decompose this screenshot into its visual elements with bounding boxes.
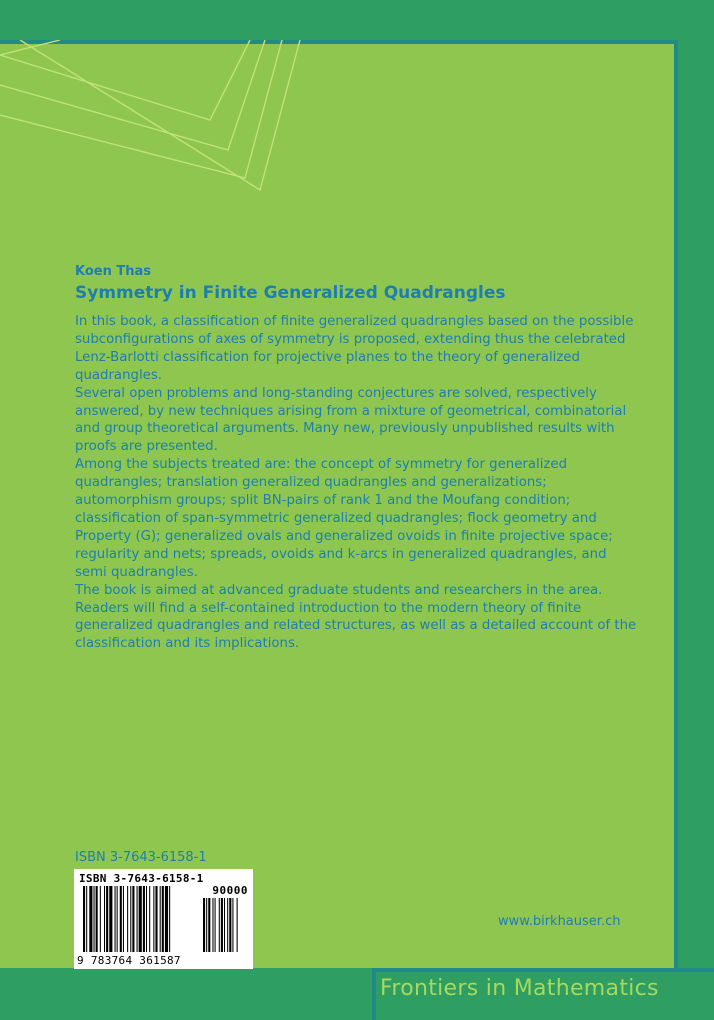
book-title: Symmetry in Finite Generalized Quadrangles bbox=[75, 283, 506, 303]
blurb-paragraph: Several open problems and long-standing conjectures are solved, respectively answered, by new techniques arising from a mixture of geometrical, combinatorial and group theoretical arguments. Many new, previously unpublished results with proofs are presented. bbox=[75, 385, 627, 455]
blurb-paragraph: In this book, a classification of finite generalized quadrangles based on the possible subconfigurations of axes of symmetry is proposed, extending thus the celebrated Lenz-Barlotti classification for projective planes to the theory of generalized quadrangles. bbox=[75, 314, 634, 383]
decorative-lines bbox=[0, 40, 320, 200]
author-name: Koen Thas bbox=[75, 264, 152, 279]
blurb-paragraph: The book is aimed at advanced graduate students and researchers in the area. Readers will find a self-contained introduction to the modern theory of finite generalized quadrangles and related structures, as well as a detailed account of the classification and its implications. bbox=[75, 582, 637, 652]
barcode-number: 9 783764 361587 bbox=[77, 954, 181, 967]
blurb-paragraph: Among the subjects treated are: the concept of symmetry for generalized quadrangles; translation generalized quadrangles and generalizations; automorphism groups; split BN-pairs of rank 1 and the Moufang condition; classification of span-symmetric generalized quadrangles; flock geometry and Property (G); generalized ovals and generalized ovoids in finite projective space; regularity and nets; spreads, ovoids and k-arcs in generalized quadrangles, and semi quadrangles. bbox=[75, 457, 613, 580]
barcode bbox=[74, 869, 253, 969]
barcode-bars bbox=[83, 884, 251, 956]
publisher-url: www.birkhauser.ch bbox=[498, 914, 621, 929]
isbn-text: ISBN 3-7643-6158-1 bbox=[75, 850, 207, 865]
barcode-isbn: ISBN 3-7643-6158-1 bbox=[79, 872, 204, 885]
barcode-addon: 90000 bbox=[212, 884, 248, 897]
blurb bbox=[75, 313, 640, 653]
series-name: Frontiers in Mathematics bbox=[380, 976, 659, 1001]
